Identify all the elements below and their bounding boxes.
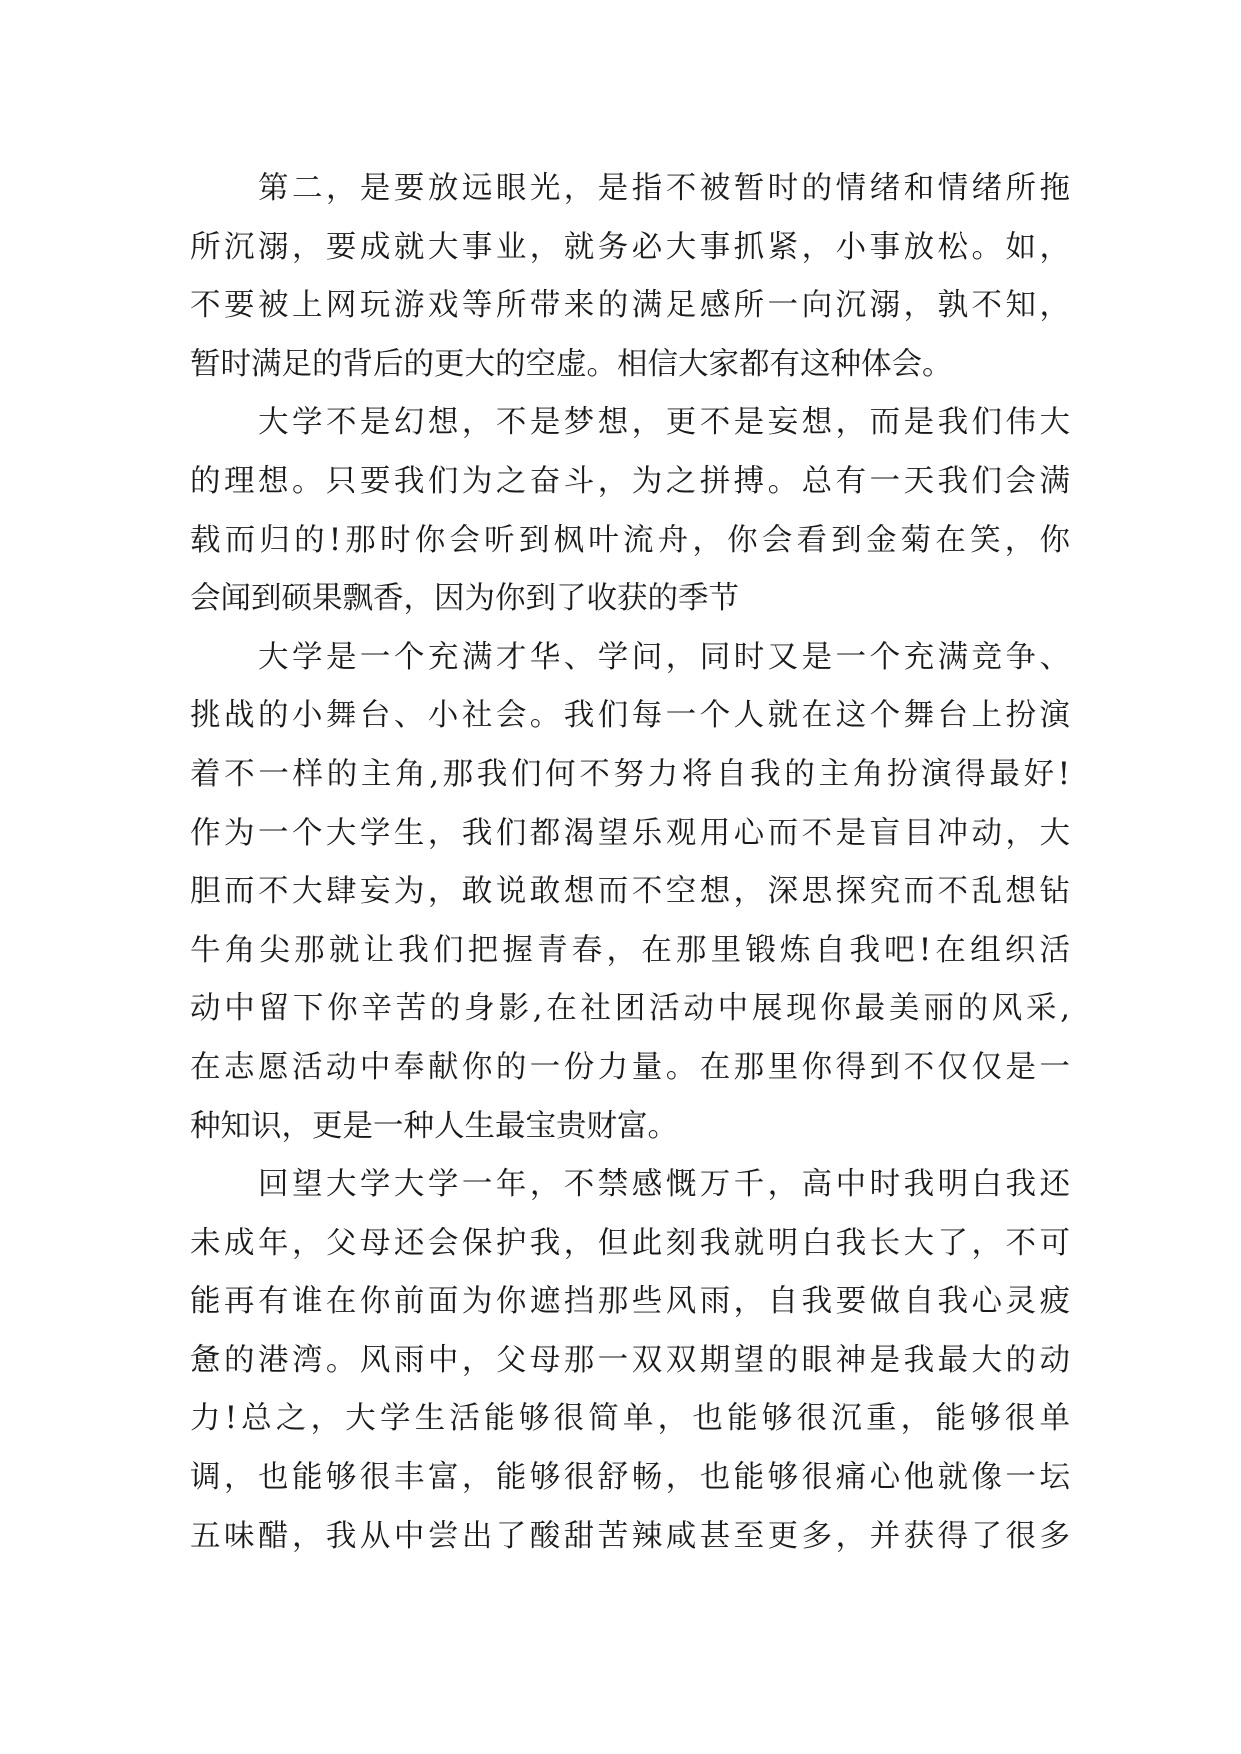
paragraph-line: 挑战的小舞台、小社会。我们每一个人就在这个舞台上扮演 bbox=[190, 698, 1070, 734]
paragraph-line: 的理想。只要我们为之奋斗，为之拼搏。总有一天我们会满 bbox=[190, 463, 1070, 499]
paragraph-line: 第二，是要放远眼光，是指不被暂时的情绪和情绪所拖 bbox=[258, 171, 1070, 206]
paragraph-line: 不要被上网玩游戏等所带来的满足感所一向沉溺，孰不知， bbox=[190, 288, 1070, 324]
paragraph-line: 所沉溺，要成就大事业，就务必大事抓紧，小事放松。如， bbox=[190, 229, 1070, 265]
paragraph-line: 胆而不大肆妄为，敢说敢想而不空想，深思探究而不乱想钻 bbox=[190, 874, 1070, 910]
paragraph-line: 惫的港湾。风雨中，父母那一双双期望的眼神是我最大的动 bbox=[190, 1342, 1070, 1378]
paragraph-line: 牛角尖那就让我们把握青春，在那里锻炼自我吧!在组织活 bbox=[190, 932, 1070, 968]
paragraph-line: 未成年，父母还会保护我，但此刻我就明白我长大了，不可 bbox=[190, 1225, 1070, 1261]
paragraph-line: 作为一个大学生，我们都渴望乐观用心而不是盲目冲动，大 bbox=[190, 815, 1070, 851]
paragraph-line: 回望大学大学一年，不禁感慨万千，高中时我明白我还 bbox=[258, 1167, 1070, 1203]
document-body bbox=[190, 160, 1070, 1566]
paragraph-line: 能再有谁在你前面为你遮挡那些风雨，自我要做自我心灵疲 bbox=[190, 1284, 1070, 1320]
paragraph-line: 暂时满足的背后的更大的空虚。相信大家都有这种体会。 bbox=[190, 346, 953, 382]
paragraph-line: 着不一样的主角,那我们何不努力将自我的主角扮演得最好! bbox=[190, 756, 1070, 792]
paragraph-line: 五味醋，我从中尝出了酸甜苦辣咸甚至更多，并获得了很多 bbox=[190, 1518, 1070, 1554]
paragraph-line: 调，也能够很丰富，能够很舒畅，也能够很痛心他就像一坛 bbox=[190, 1460, 1070, 1496]
paragraph-line: 载而归的!那时你会听到枫叶流舟，你会看到金菊在笑，你 bbox=[190, 522, 1070, 558]
paragraph-line: 会闻到硕果飘香，因为你到了收获的季节 bbox=[190, 581, 739, 617]
paragraph-line: 大学是一个充满才华、学问，同时又是一个充满竞争、 bbox=[258, 639, 1070, 675]
paragraph-line: 动中留下你辛苦的身影,在社团活动中展现你最美丽的风采, bbox=[190, 991, 1070, 1027]
paragraph-line: 力!总之，大学生活能够很简单，也能够很沉重，能够很单 bbox=[190, 1401, 1070, 1437]
paragraph-line: 大学不是幻想，不是梦想，更不是妄想，而是我们伟大 bbox=[258, 405, 1070, 441]
paragraph-line: 在志愿活动中奉献你的一份力量。在那里你得到不仅仅是一 bbox=[190, 1049, 1070, 1085]
paragraph-line: 种知识，更是一种人生最宝贵财富。 bbox=[190, 1108, 678, 1144]
